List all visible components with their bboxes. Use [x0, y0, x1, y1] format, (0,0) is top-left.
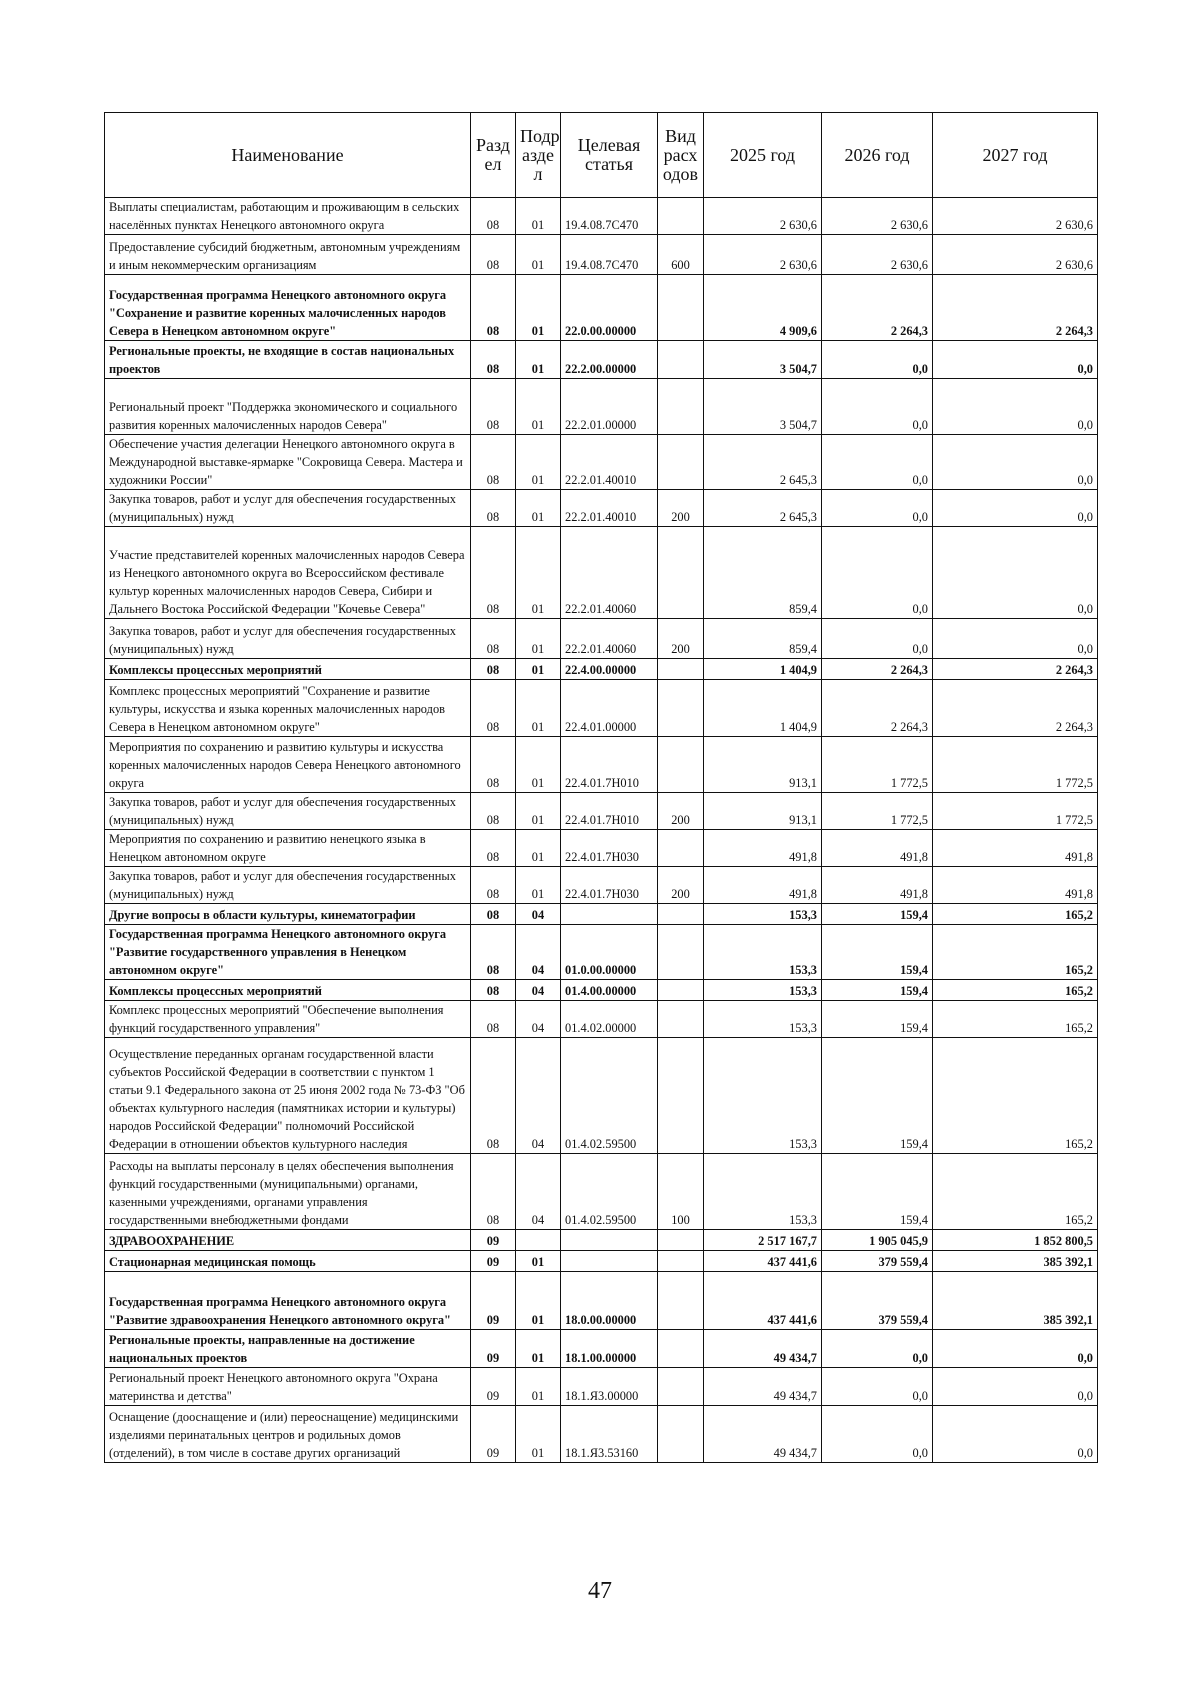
cell-name: ЗДРАВООХРАНЕНИЕ [105, 1230, 471, 1251]
cell-name: Комплексы процессных мероприятий [105, 980, 471, 1001]
cell-expense-type [658, 379, 704, 435]
cell-expense-type: 200 [658, 793, 704, 830]
cell-year-2026: 1 772,5 [822, 737, 933, 793]
header-subsection: Подр азде л [516, 113, 561, 198]
cell-subsection: 01 [516, 867, 561, 904]
cell-year-2025: 49 434,7 [704, 1330, 822, 1368]
cell-target-article: 19.4.08.7С470 [561, 198, 658, 235]
table-row [105, 1038, 1098, 1154]
cell-target-article: 22.2.00.00000 [561, 341, 658, 379]
cell-expense-type [658, 1330, 704, 1368]
header-year-2026: 2026 год [822, 113, 933, 198]
cell-section: 08 [471, 925, 516, 980]
cell-year-2025: 2 645,3 [704, 435, 822, 490]
cell-expense-type [658, 1038, 704, 1154]
table-body [105, 198, 1098, 1463]
cell-year-2026: 159,4 [822, 904, 933, 925]
cell-target-article: 22.2.01.40060 [561, 619, 658, 659]
cell-year-2027: 0,0 [933, 527, 1098, 619]
table-header-row [105, 113, 1098, 198]
cell-year-2025: 2 630,6 [704, 235, 822, 275]
budget-table [104, 112, 1098, 1463]
cell-year-2027: 165,2 [933, 1154, 1098, 1230]
table-row [105, 527, 1098, 619]
cell-name: Государственная программа Ненецкого автономного округа "Развитие государственного управления в Ненецком автономном округе" [105, 925, 471, 980]
cell-name: Закупка товаров, работ и услуг для обеспечения государственных (муниципальных) нужд [105, 867, 471, 904]
cell-name: Региональные проекты, направленные на достижение национальных проектов [105, 1330, 471, 1368]
cell-target-article: 22.4.01.7Н010 [561, 737, 658, 793]
cell-subsection: 01 [516, 1406, 561, 1463]
table-row [105, 435, 1098, 490]
cell-section: 08 [471, 737, 516, 793]
header-section: Разд ел [471, 113, 516, 198]
cell-expense-type [658, 527, 704, 619]
cell-year-2025: 1 404,9 [704, 659, 822, 680]
header-name: Наименование [105, 113, 471, 198]
cell-year-2027: 385 392,1 [933, 1272, 1098, 1330]
table-row [105, 925, 1098, 980]
table-row [105, 341, 1098, 379]
cell-subsection: 04 [516, 904, 561, 925]
cell-name: Другие вопросы в области культуры, кинематографии [105, 904, 471, 925]
cell-target-article: 22.2.01.40010 [561, 490, 658, 527]
cell-name: Региональный проект "Поддержка экономического и социального развития коренных малочисленных народов Севера" [105, 379, 471, 435]
table-row [105, 793, 1098, 830]
cell-target-article: 01.4.02.59500 [561, 1038, 658, 1154]
cell-subsection: 01 [516, 435, 561, 490]
cell-section: 09 [471, 1406, 516, 1463]
cell-subsection: 01 [516, 830, 561, 867]
cell-target-article: 01.4.02.00000 [561, 1001, 658, 1038]
cell-year-2027: 0,0 [933, 379, 1098, 435]
cell-year-2025: 859,4 [704, 527, 822, 619]
cell-subsection: 01 [516, 235, 561, 275]
cell-year-2026: 0,0 [822, 341, 933, 379]
cell-section: 09 [471, 1272, 516, 1330]
cell-target-article: 22.2.01.40010 [561, 435, 658, 490]
cell-year-2027: 2 630,6 [933, 235, 1098, 275]
table-row [105, 1406, 1098, 1463]
cell-name: Государственная программа Ненецкого автономного округа "Сохранение и развитие коренных малочисленных народов Севера в Ненецком автономном округе" [105, 275, 471, 341]
cell-expense-type: 200 [658, 867, 704, 904]
cell-year-2027: 165,2 [933, 1001, 1098, 1038]
cell-section: 09 [471, 1251, 516, 1272]
cell-section: 08 [471, 435, 516, 490]
cell-target-article [561, 1230, 658, 1251]
cell-year-2025: 1 404,9 [704, 680, 822, 737]
cell-section: 08 [471, 830, 516, 867]
cell-expense-type: 200 [658, 490, 704, 527]
cell-expense-type [658, 1230, 704, 1251]
cell-target-article: 01.0.00.00000 [561, 925, 658, 980]
cell-subsection: 04 [516, 1154, 561, 1230]
cell-year-2026: 491,8 [822, 830, 933, 867]
cell-section: 08 [471, 904, 516, 925]
cell-expense-type: 100 [658, 1154, 704, 1230]
cell-expense-type [658, 435, 704, 490]
cell-year-2026: 159,4 [822, 1001, 933, 1038]
cell-year-2026: 159,4 [822, 925, 933, 980]
cell-year-2027: 0,0 [933, 619, 1098, 659]
table-row [105, 275, 1098, 341]
cell-year-2026: 2 264,3 [822, 275, 933, 341]
cell-year-2026: 0,0 [822, 1406, 933, 1463]
cell-name: Осуществление переданных органам государственной власти субъектов Российской Федерации в соответствии с пунктом 1 статьи 9.1 Федерального закона от 25 июня 2002 года № 73-ФЗ "Об объектах культурного наследия (памятниках истории и культуры) народов Российской Федерации" полномочий Российской Федерации в отношении объектов культурного наследия [105, 1038, 471, 1154]
cell-expense-type [658, 904, 704, 925]
cell-subsection: 01 [516, 659, 561, 680]
cell-name: Закупка товаров, работ и услуг для обеспечения государственных (муниципальных) нужд [105, 793, 471, 830]
cell-year-2025: 4 909,6 [704, 275, 822, 341]
cell-section: 08 [471, 793, 516, 830]
cell-year-2025: 3 504,7 [704, 341, 822, 379]
cell-target-article: 22.4.01.7Н030 [561, 867, 658, 904]
cell-year-2027: 0,0 [933, 1406, 1098, 1463]
cell-year-2025: 913,1 [704, 793, 822, 830]
cell-name: Региональный проект Ненецкого автономного округа "Охрана материнства и детства" [105, 1368, 471, 1406]
cell-year-2025: 153,3 [704, 1154, 822, 1230]
cell-year-2026: 0,0 [822, 1368, 933, 1406]
cell-section: 08 [471, 1154, 516, 1230]
cell-year-2027: 0,0 [933, 435, 1098, 490]
cell-section: 09 [471, 1330, 516, 1368]
cell-expense-type: 200 [658, 619, 704, 659]
cell-target-article: 18.1.Я3.00000 [561, 1368, 658, 1406]
cell-target-article: 22.4.01.7Н030 [561, 830, 658, 867]
cell-name: Стационарная медицинская помощь [105, 1251, 471, 1272]
table-row [105, 1001, 1098, 1038]
cell-subsection: 01 [516, 379, 561, 435]
cell-year-2027: 1 852 800,5 [933, 1230, 1098, 1251]
table-row [105, 490, 1098, 527]
cell-section: 08 [471, 619, 516, 659]
table-row [105, 198, 1098, 235]
cell-year-2027: 1 772,5 [933, 793, 1098, 830]
cell-expense-type [658, 1001, 704, 1038]
cell-year-2025: 153,3 [704, 980, 822, 1001]
cell-target-article: 22.2.01.00000 [561, 379, 658, 435]
cell-year-2026: 0,0 [822, 490, 933, 527]
header-expense-type: Вид расх одов [658, 113, 704, 198]
table-row [105, 904, 1098, 925]
cell-year-2026: 0,0 [822, 1330, 933, 1368]
cell-year-2027: 0,0 [933, 1330, 1098, 1368]
cell-expense-type: 600 [658, 235, 704, 275]
cell-subsection: 01 [516, 341, 561, 379]
page-number: 47 [588, 1578, 612, 1604]
cell-expense-type [658, 830, 704, 867]
cell-year-2027: 0,0 [933, 341, 1098, 379]
cell-section: 08 [471, 341, 516, 379]
table-row [105, 680, 1098, 737]
cell-subsection: 01 [516, 793, 561, 830]
cell-target-article: 18.1.00.00000 [561, 1330, 658, 1368]
cell-expense-type [658, 659, 704, 680]
cell-year-2027: 0,0 [933, 1368, 1098, 1406]
cell-section: 08 [471, 1001, 516, 1038]
cell-year-2026: 2 630,6 [822, 235, 933, 275]
cell-year-2026: 0,0 [822, 527, 933, 619]
cell-year-2025: 491,8 [704, 830, 822, 867]
cell-subsection: 01 [516, 275, 561, 341]
cell-year-2025: 437 441,6 [704, 1251, 822, 1272]
cell-year-2025: 153,3 [704, 925, 822, 980]
cell-year-2026: 159,4 [822, 1154, 933, 1230]
cell-expense-type [658, 1251, 704, 1272]
table-row [105, 1154, 1098, 1230]
cell-section: 08 [471, 980, 516, 1001]
cell-year-2026: 159,4 [822, 980, 933, 1001]
cell-name: Оснащение (дооснащение и (или) переоснащение) медицинскими изделиями перинатальных центров и родильных домов (отделений), в том числе в составе других организаций [105, 1406, 471, 1463]
cell-year-2026: 1 772,5 [822, 793, 933, 830]
cell-year-2026: 1 905 045,9 [822, 1230, 933, 1251]
table-row [105, 619, 1098, 659]
cell-year-2027: 385 392,1 [933, 1251, 1098, 1272]
cell-year-2027: 2 264,3 [933, 680, 1098, 737]
cell-name: Закупка товаров, работ и услуг для обеспечения государственных (муниципальных) нужд [105, 619, 471, 659]
cell-year-2027: 165,2 [933, 980, 1098, 1001]
cell-year-2027: 2 264,3 [933, 659, 1098, 680]
cell-expense-type [658, 1368, 704, 1406]
header-target-article: Целевая статья [561, 113, 658, 198]
cell-target-article: 22.0.00.00000 [561, 275, 658, 341]
cell-section: 09 [471, 1230, 516, 1251]
cell-subsection [516, 1230, 561, 1251]
cell-name: Выплаты специалистам, работающим и проживающим в сельских населённых пунктах Ненецкого автономного округа [105, 198, 471, 235]
cell-name: Комплексы процессных мероприятий [105, 659, 471, 680]
cell-section: 08 [471, 527, 516, 619]
cell-target-article: 18.0.00.00000 [561, 1272, 658, 1330]
cell-expense-type [658, 1272, 704, 1330]
cell-year-2025: 2 517 167,7 [704, 1230, 822, 1251]
cell-year-2026: 2 264,3 [822, 680, 933, 737]
table-row [105, 867, 1098, 904]
cell-name: Предоставление субсидий бюджетным, автономным учреждениям и иным некоммерческим организациям [105, 235, 471, 275]
cell-subsection: 01 [516, 737, 561, 793]
cell-year-2025: 49 434,7 [704, 1406, 822, 1463]
cell-year-2027: 0,0 [933, 490, 1098, 527]
cell-year-2026: 0,0 [822, 435, 933, 490]
cell-name: Комплекс процессных мероприятий "Обеспечение выполнения функций государственного управления" [105, 1001, 471, 1038]
table-row [105, 1272, 1098, 1330]
cell-section: 08 [471, 379, 516, 435]
table-row [105, 1368, 1098, 1406]
cell-target-article [561, 904, 658, 925]
cell-year-2025: 153,3 [704, 904, 822, 925]
cell-name: Государственная программа Ненецкого автономного округа "Развитие здравоохранения Ненецкого автономного округа" [105, 1272, 471, 1330]
cell-name: Закупка товаров, работ и услуг для обеспечения государственных (муниципальных) нужд [105, 490, 471, 527]
cell-name: Мероприятия по сохранению и развитию ненецкого языка в Ненецком автономном округе [105, 830, 471, 867]
header-year-2027: 2027 год [933, 113, 1098, 198]
cell-subsection: 01 [516, 619, 561, 659]
cell-subsection: 01 [516, 680, 561, 737]
cell-year-2027: 2 630,6 [933, 198, 1098, 235]
cell-subsection: 01 [516, 1368, 561, 1406]
cell-target-article: 22.4.01.00000 [561, 680, 658, 737]
cell-target-article [561, 1251, 658, 1272]
table-row [105, 1330, 1098, 1368]
cell-name: Обеспечение участия делегации Ненецкого автономного округа в Международной выставке-ярмарке "Сокровища Севера. Мастера и художники России" [105, 435, 471, 490]
cell-year-2025: 153,3 [704, 1038, 822, 1154]
table-row [105, 980, 1098, 1001]
table-row [105, 235, 1098, 275]
table-row [105, 1251, 1098, 1272]
cell-year-2025: 2 645,3 [704, 490, 822, 527]
cell-year-2025: 491,8 [704, 867, 822, 904]
cell-target-article: 18.1.Я3.53160 [561, 1406, 658, 1463]
cell-expense-type [658, 980, 704, 1001]
cell-section: 08 [471, 1038, 516, 1154]
cell-name: Мероприятия по сохранению и развитию культуры и искусства коренных малочисленных народов Севера Ненецкого автономного округа [105, 737, 471, 793]
cell-section: 08 [471, 659, 516, 680]
cell-name: Комплекс процессных мероприятий "Сохранение и развитие культуры, искусства и языка коренных малочисленных народов Севера в Ненецком автономном округе" [105, 680, 471, 737]
cell-name: Участие представителей коренных малочисленных народов Севера из Ненецкого автономного округа во Всероссийском фестивале культур коренных малочисленных народов Севера, Сибири и Дальнего Востока Российской Федерации "Кочевье Севера" [105, 527, 471, 619]
cell-year-2027: 491,8 [933, 867, 1098, 904]
cell-subsection: 04 [516, 980, 561, 1001]
cell-target-article: 22.4.00.00000 [561, 659, 658, 680]
cell-name: Расходы на выплаты персоналу в целях обеспечения выполнения функций государственными (муниципальными) органами, казенными учреждениями, органами управления государственными внебюджетными фондами [105, 1154, 471, 1230]
cell-year-2025: 3 504,7 [704, 379, 822, 435]
cell-year-2026: 379 559,4 [822, 1251, 933, 1272]
cell-year-2027: 165,2 [933, 1038, 1098, 1154]
cell-year-2027: 491,8 [933, 830, 1098, 867]
cell-expense-type [658, 198, 704, 235]
cell-year-2027: 1 772,5 [933, 737, 1098, 793]
cell-year-2027: 165,2 [933, 925, 1098, 980]
cell-expense-type [658, 680, 704, 737]
cell-target-article: 19.4.08.7С470 [561, 235, 658, 275]
cell-year-2027: 2 264,3 [933, 275, 1098, 341]
cell-year-2025: 437 441,6 [704, 1272, 822, 1330]
cell-subsection: 04 [516, 1001, 561, 1038]
cell-year-2026: 491,8 [822, 867, 933, 904]
cell-year-2025: 859,4 [704, 619, 822, 659]
table-row [105, 379, 1098, 435]
table-row [105, 1230, 1098, 1251]
cell-year-2026: 379 559,4 [822, 1272, 933, 1330]
cell-name: Региональные проекты, не входящие в состав национальных проектов [105, 341, 471, 379]
cell-section: 09 [471, 1368, 516, 1406]
cell-section: 08 [471, 680, 516, 737]
cell-subsection: 01 [516, 527, 561, 619]
cell-subsection: 01 [516, 1251, 561, 1272]
cell-subsection: 01 [516, 198, 561, 235]
cell-target-article: 22.2.01.40060 [561, 527, 658, 619]
cell-expense-type [658, 341, 704, 379]
cell-year-2025: 2 630,6 [704, 198, 822, 235]
cell-target-article: 01.4.00.00000 [561, 980, 658, 1001]
cell-section: 08 [471, 235, 516, 275]
table-row [105, 830, 1098, 867]
cell-section: 08 [471, 490, 516, 527]
cell-expense-type [658, 737, 704, 793]
cell-section: 08 [471, 275, 516, 341]
cell-year-2026: 0,0 [822, 379, 933, 435]
cell-section: 08 [471, 867, 516, 904]
cell-subsection: 01 [516, 1330, 561, 1368]
header-year-2025: 2025 год [704, 113, 822, 198]
cell-year-2027: 165,2 [933, 904, 1098, 925]
cell-expense-type [658, 1406, 704, 1463]
cell-year-2026: 0,0 [822, 619, 933, 659]
cell-year-2025: 49 434,7 [704, 1368, 822, 1406]
cell-year-2025: 913,1 [704, 737, 822, 793]
cell-section: 08 [471, 198, 516, 235]
table-row [105, 737, 1098, 793]
cell-subsection: 01 [516, 490, 561, 527]
cell-subsection: 04 [516, 1038, 561, 1154]
cell-year-2026: 2 264,3 [822, 659, 933, 680]
cell-year-2026: 159,4 [822, 1038, 933, 1154]
cell-expense-type [658, 275, 704, 341]
cell-year-2026: 2 630,6 [822, 198, 933, 235]
cell-target-article: 01.4.02.59500 [561, 1154, 658, 1230]
cell-target-article: 22.4.01.7Н010 [561, 793, 658, 830]
cell-expense-type [658, 925, 704, 980]
table-row [105, 659, 1098, 680]
cell-subsection: 01 [516, 1272, 561, 1330]
cell-subsection: 04 [516, 925, 561, 980]
cell-year-2025: 153,3 [704, 1001, 822, 1038]
